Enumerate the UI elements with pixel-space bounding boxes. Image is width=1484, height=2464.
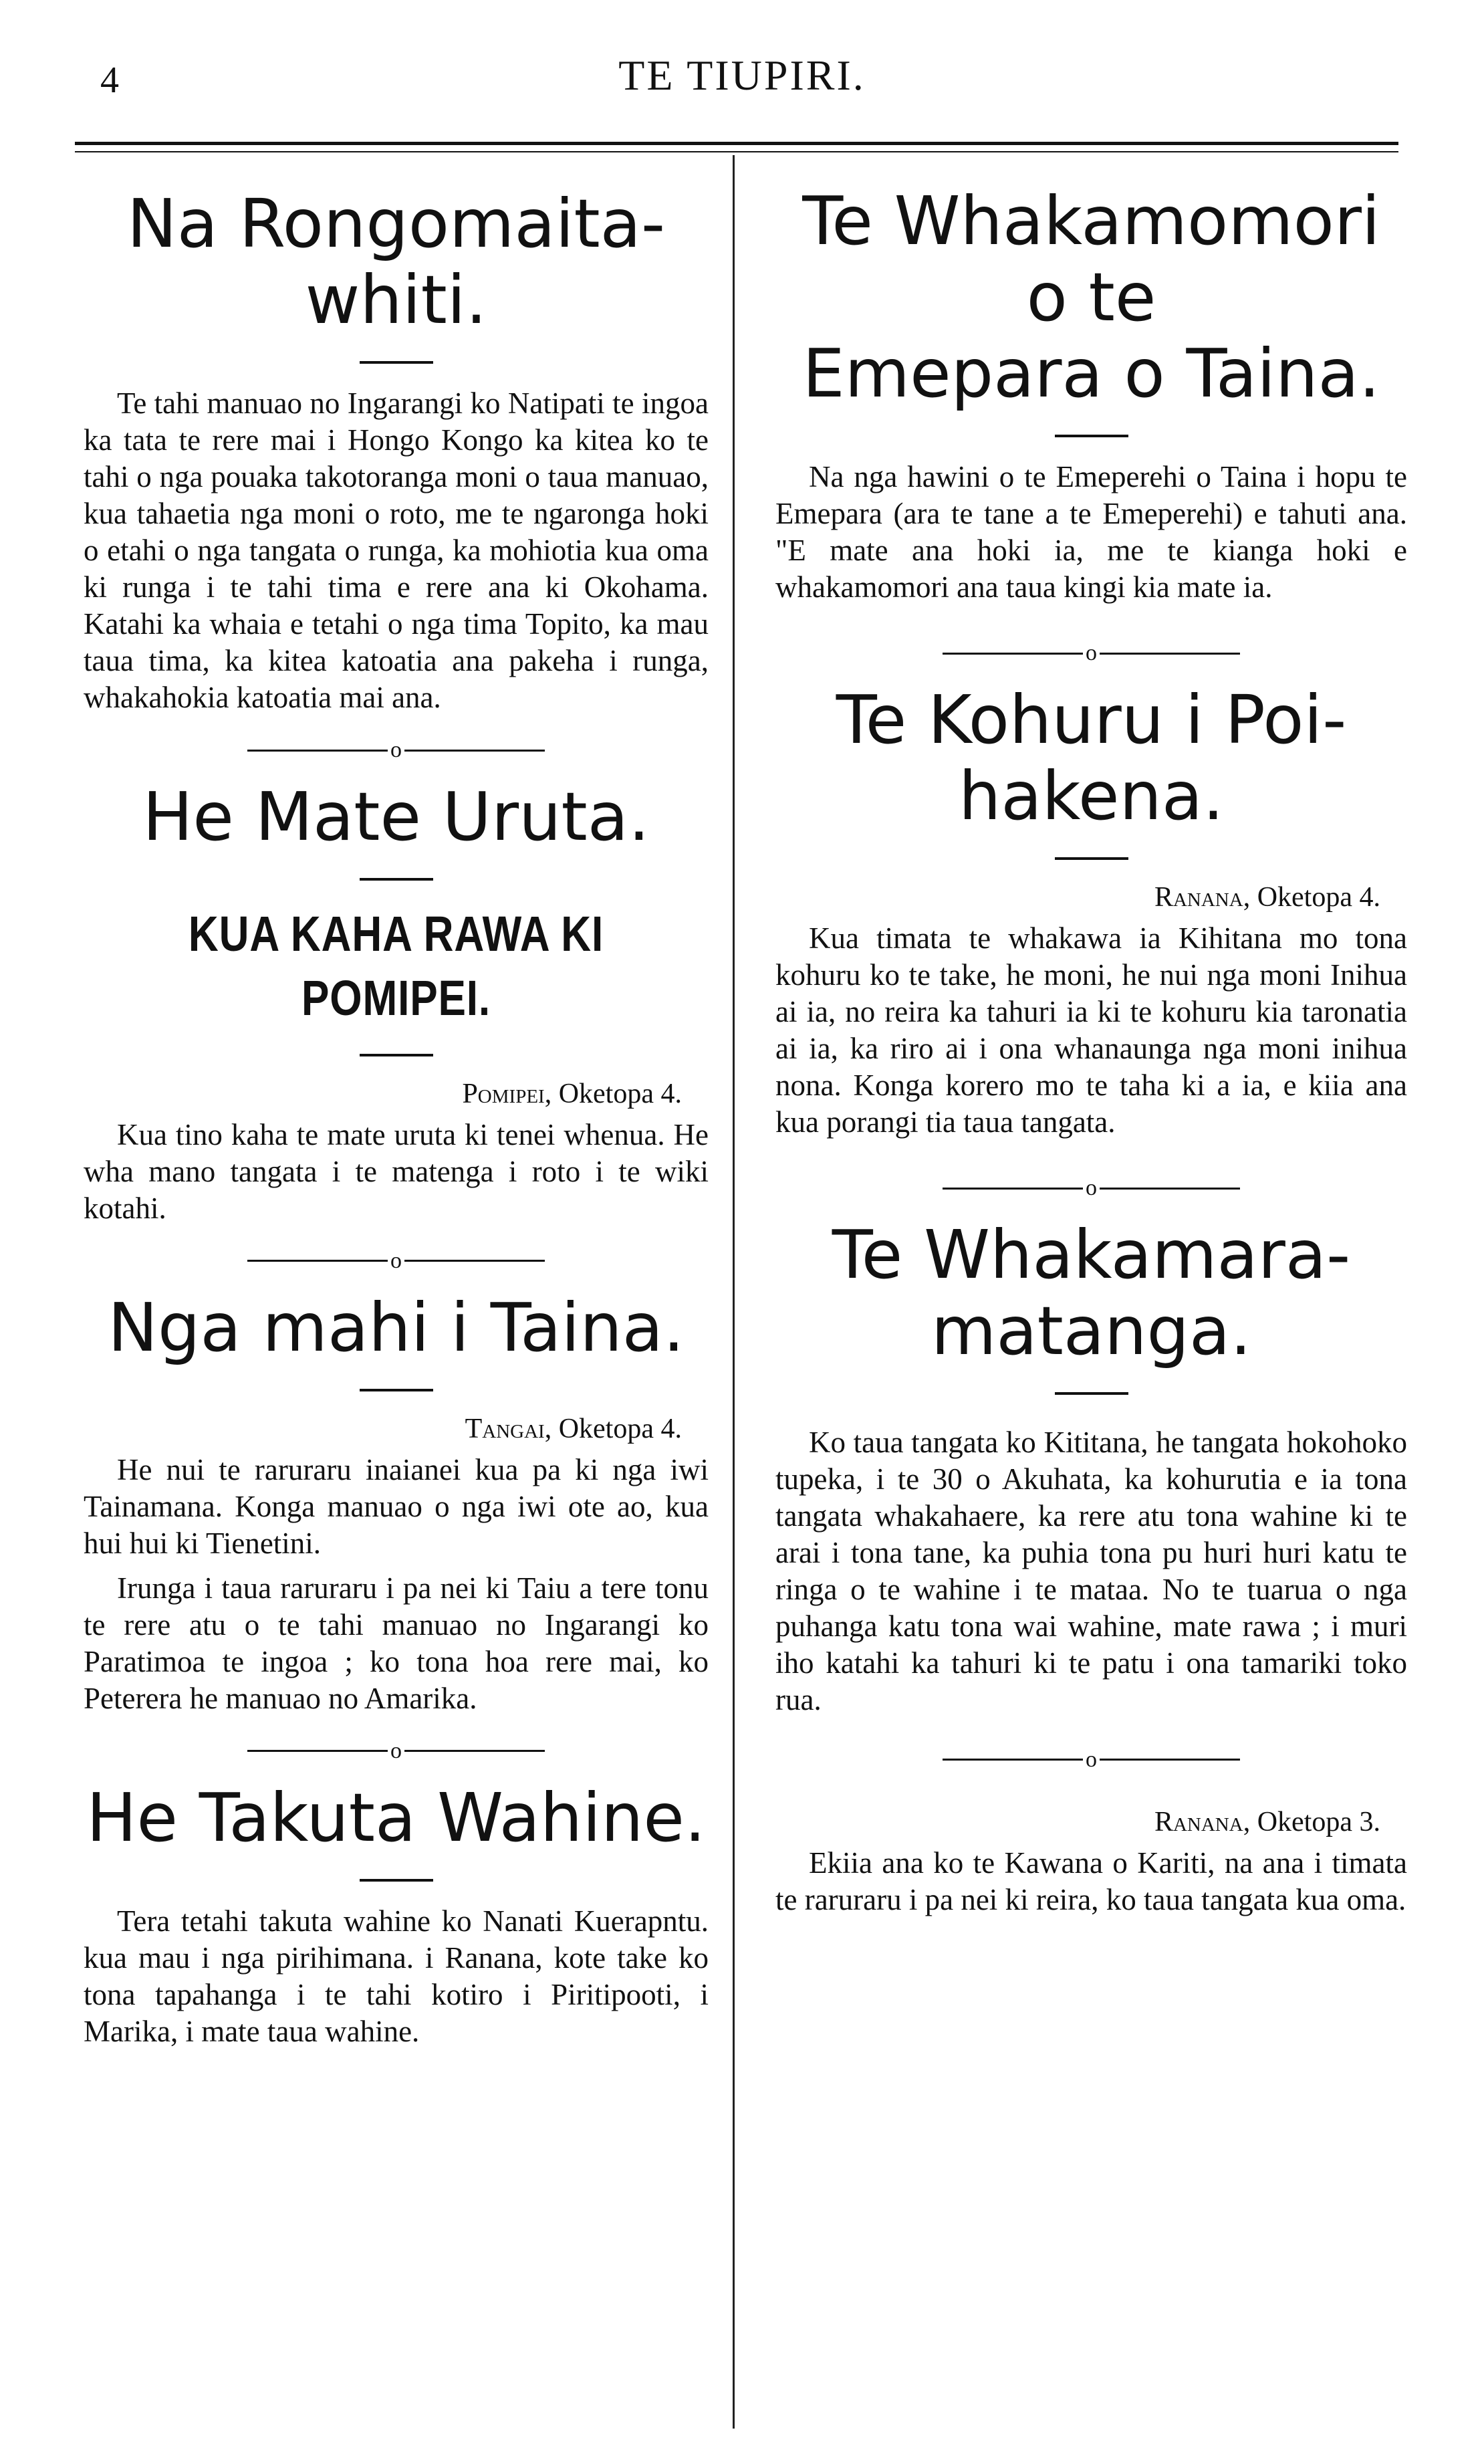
article-title: He Takuta Wahine. xyxy=(86,1778,706,1857)
column-divider xyxy=(733,155,735,2429)
section-ornament: o xyxy=(775,639,1407,666)
dateline-place: Pomipei, xyxy=(462,1078,552,1109)
article-mate-uruta xyxy=(84,779,709,1226)
title-line: Emepara o Taina. xyxy=(802,334,1380,413)
article-paragraph: He nui te raruraru inaianei kua pa ki nga iwi Tainamana. Konga manuao o nga iwi ote ao, kua hui hui ki Tienetini. xyxy=(84,1452,709,1560)
title-rule xyxy=(360,1389,433,1391)
title-line: Te Kohuru i Poi- xyxy=(836,681,1347,760)
subtitle-line: KUA KAHA RAWA KI xyxy=(188,906,604,962)
title-line: Na Rongomaita- xyxy=(126,185,666,263)
article-title xyxy=(775,1217,1407,1369)
article-whakamomori xyxy=(775,183,1407,606)
article-paragraph: Te tahi manuao no Ingarangi ko Natipati te ingoa ka tata te rere mai i Hongo Kongo ka kitea ko te tahi o nga pouaka takotoranga moni o taua manuao, kua tahaetia nga moni o roto, me te ngaronga hoki o etahi o nga tangata o runga, ka mohiotia kua oma ki runga i te tahi tima e rere ana ki Okohama. Katahi ka whaia e tetahi o nga tima Topito, ka mau taua tima, ka kitea katoatia ana pakeha i runga, whakahokia katoatia mai ana. xyxy=(84,386,709,714)
section-ornament: o xyxy=(84,1247,709,1274)
dateline xyxy=(84,1078,709,1110)
title-line: whiti. xyxy=(305,261,487,339)
dateline-place: Ranana, xyxy=(1154,1806,1251,1837)
title-rule xyxy=(1055,1392,1128,1395)
left-column xyxy=(84,167,709,2050)
page-number: 4 xyxy=(100,60,119,101)
header-rule-thick xyxy=(75,142,1398,145)
article-kohuru xyxy=(775,682,1407,1141)
article-paragraph: Ko taua tangata ko Kititana, he tangata hokohoko tupeka, i te 30 o Akuhata, ka kohurutia e ia tona tangata whakahaere, ka rere atu tona wahine ki te arai i tona tane, ka puhia tona pu huri huri katu te ringa o te wahine i te mataa. No te tuarua o nga puhanga katu tona wai wahine, mate rawa ; i muri iho katahi ka tahuri ki te patu i ona tamariki toko rua. xyxy=(775,1426,1407,1717)
title-rule xyxy=(360,878,433,881)
article-mahi-taina xyxy=(84,1290,709,1717)
article-title xyxy=(775,682,1407,834)
title-line: hakena. xyxy=(959,757,1224,836)
dateline-place: Tangai, xyxy=(465,1413,552,1444)
title-rule xyxy=(360,1054,433,1056)
title-line: matanga. xyxy=(931,1292,1252,1371)
article-paragraph: Kua timata te whakawa ia Kihitana mo tona kohuru ko te take, he moni, he nui nga moni Inihua ai ia, no reira ka tahuri ia ki te kohuru kia taronatia ai ia, ka riro ai i ona whanaunga nga moni inihua nona. Konga korero mo te taha ki a ia, e kiia ana kua porangi tia taua tangata. xyxy=(775,921,1407,1139)
title-rule xyxy=(360,361,433,364)
dateline-date: Oketopa 4. xyxy=(1257,882,1380,913)
article-takuta-wahine xyxy=(84,1780,709,2050)
section-ornament: o xyxy=(775,1745,1407,1772)
title-line: Te Whakamomori xyxy=(802,182,1380,260)
article-paragraph: Ekiia ana ko te Kawana o Kariti, na ana i timata te raruraru i pa nei ki reira, ko taua tangata kua oma. xyxy=(775,1845,1407,1916)
article-title: He Mate Uruta. xyxy=(142,778,650,857)
dateline xyxy=(775,1806,1407,1838)
right-column xyxy=(775,167,1407,1918)
article-paragraph: Tera tetahi takuta wahine ko Nanati Kuerapntu. kua mau i nga pirihimana. i Ranana, kote take ko tona tapahanga i te tahi kotiro i Piritipooti, i Marika, i mate taua wahine. xyxy=(84,1904,709,2048)
dateline xyxy=(84,1413,709,1445)
article-whakamaramatanga xyxy=(775,1217,1407,1718)
article-rongomaitawhiti xyxy=(84,186,709,716)
dateline xyxy=(775,881,1407,913)
title-rule xyxy=(1055,857,1128,860)
section-ornament: o xyxy=(84,736,709,763)
dateline-place: Ranana, xyxy=(1154,882,1251,913)
article-subtitle xyxy=(134,902,658,1030)
dateline-date: Oketopa 4. xyxy=(558,1413,682,1444)
article-title: Nga mahi i Taina. xyxy=(108,1288,685,1367)
subtitle-line: POMIPEI. xyxy=(301,970,491,1026)
section-ornament: o xyxy=(775,1174,1407,1201)
dateline-date: Oketopa 3. xyxy=(1257,1806,1380,1837)
title-rule xyxy=(1055,435,1128,437)
dateline-date: Oketopa 4. xyxy=(558,1078,682,1109)
header-rule-thin xyxy=(75,151,1398,152)
running-title: TE TIUPIRI. xyxy=(618,51,866,99)
article-ranana-kariti xyxy=(775,1806,1407,1918)
article-title xyxy=(84,186,709,338)
title-line: o te xyxy=(1026,258,1156,336)
section-ornament: o xyxy=(84,1737,709,1764)
article-title xyxy=(775,183,1407,412)
article-paragraph: Na nga hawini o te Emeperehi o Taina i hopu te Emepara (ara te tane a te Emeperehi) e tahuti ana. "E mate ana hoki ia, me te kianga hoki e whakamomori ana taua kingi kia mate ia. xyxy=(775,460,1407,604)
article-paragraph: Kua tino kaha te mate uruta ki tenei whenua. He wha mano tangata i te matenga i roto i te wiki kotahi. xyxy=(84,1117,709,1225)
article-paragraph: Irunga i taua raruraru i pa nei ki Taiu a tere tonu te rere atu o te tahi manuao no Ingarangi ko Paratimoa te ingoa ; ko tona hoa rere mai, ko Peterera he manuao no Amarika. xyxy=(84,1571,709,1715)
title-line: Te Whakamara- xyxy=(832,1216,1351,1295)
title-rule xyxy=(360,1879,433,1882)
